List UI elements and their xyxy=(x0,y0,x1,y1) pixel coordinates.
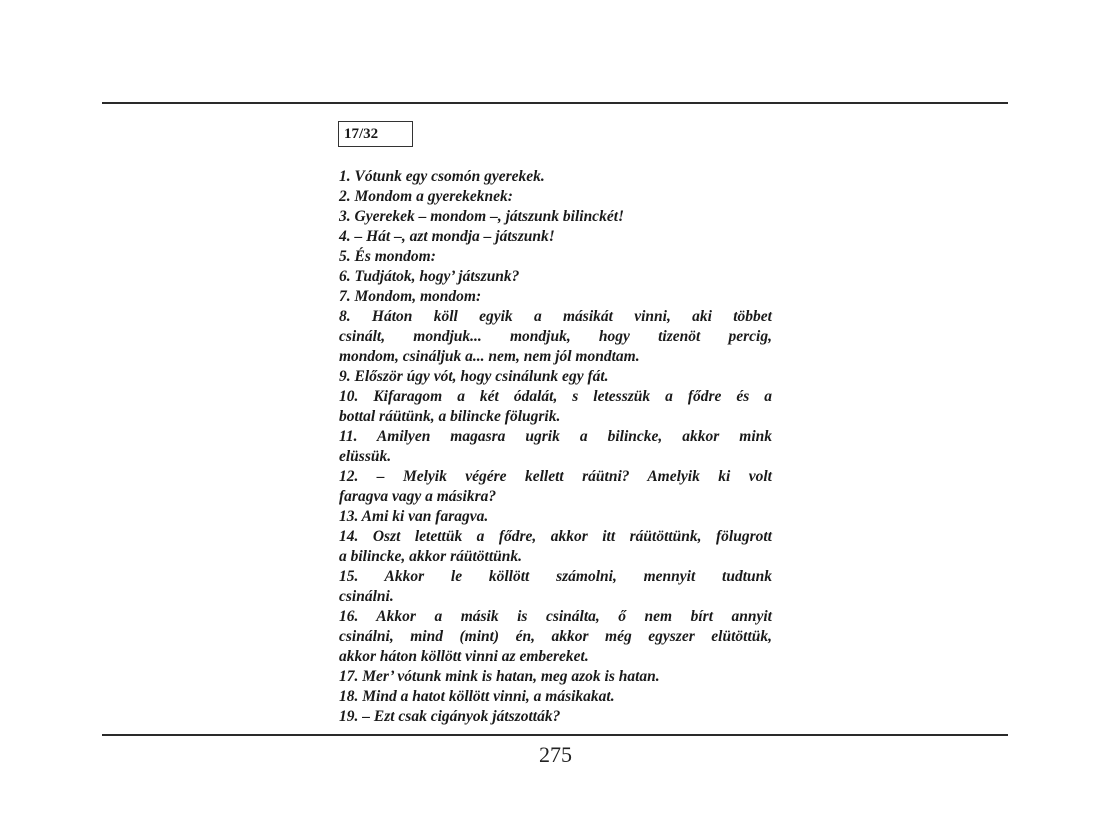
transcript-line: 10. Kifaragom a két ódalát, s letesszük a fődre és a xyxy=(339,388,772,405)
transcript-line: bottal ráütünk, a bilincke fölugrik. xyxy=(339,408,561,425)
transcript-line: 9. Először úgy vót, hogy csinálunk egy fát. xyxy=(339,368,609,385)
transcript-line: csinált, mondjuk... mondjuk, hogy tizenöt percig, xyxy=(339,328,772,345)
transcript-line: mondom, csináljuk a... nem, nem jól mondtam. xyxy=(339,348,640,365)
page-number: 275 xyxy=(539,742,572,767)
transcript-line: 19. – Ezt csak cigányok játszották? xyxy=(339,708,561,725)
transcript-line: 3. Gyerekek – mondom –, játszunk bilinckét! xyxy=(339,208,625,225)
transcript-line: csinálni, mind (mint) én, akkor még egyszer elütöttük, xyxy=(339,628,772,645)
transcript-line: 11. Amilyen magasra ugrik a bilincke, akkor mink xyxy=(339,428,772,445)
transcript-line: 13. Ami ki van faragva. xyxy=(339,508,489,525)
transcript-line: 18. Mind a hatot köllött vinni, a másikakat. xyxy=(339,688,615,705)
transcript-line: 17. Mer’ vótunk mink is hatan, meg azok is hatan. xyxy=(339,668,660,685)
transcript-line: 12. – Melyik végére kellett ráütni? Amelyik ki volt xyxy=(339,468,772,485)
reference-box xyxy=(338,121,413,147)
transcript-line: 1. Vótunk egy csomón gyerekek. xyxy=(339,168,545,185)
bottom-rule xyxy=(102,734,1008,736)
transcript-line: 4. – Hát –, azt mondja – játszunk! xyxy=(339,228,555,245)
transcript-line: 8. Háton köll egyik a másikát vinni, aki többet xyxy=(339,308,772,325)
transcript-line: 7. Mondom, mondom: xyxy=(339,288,482,305)
transcript-line: 6. Tudjátok, hogy’ játszunk? xyxy=(339,268,520,285)
transcript-text xyxy=(339,167,772,727)
transcript-line: faragva vagy a másikra? xyxy=(339,488,497,505)
top-rule xyxy=(102,102,1008,104)
transcript-line: 5. És mondom: xyxy=(339,248,436,265)
transcript-line: 2. Mondom a gyerekeknek: xyxy=(339,188,513,205)
reference-number: 17/32 xyxy=(344,126,379,142)
transcript-line: akkor háton köllött vinni az embereket. xyxy=(339,648,589,665)
transcript-line: 15. Akkor le köllött számolni, mennyit tudtunk xyxy=(339,568,772,585)
transcript-line: csinálni. xyxy=(339,588,394,605)
transcript-line: 16. Akkor a másik is csinálta, ő nem bírt annyit xyxy=(339,608,772,625)
transcript-line: 14. Oszt letettük a fődre, akkor itt ráütöttünk, fölugrott xyxy=(339,528,772,545)
transcript-line: elüssük. xyxy=(339,448,392,465)
transcript-line: a bilincke, akkor ráütöttünk. xyxy=(339,548,523,565)
